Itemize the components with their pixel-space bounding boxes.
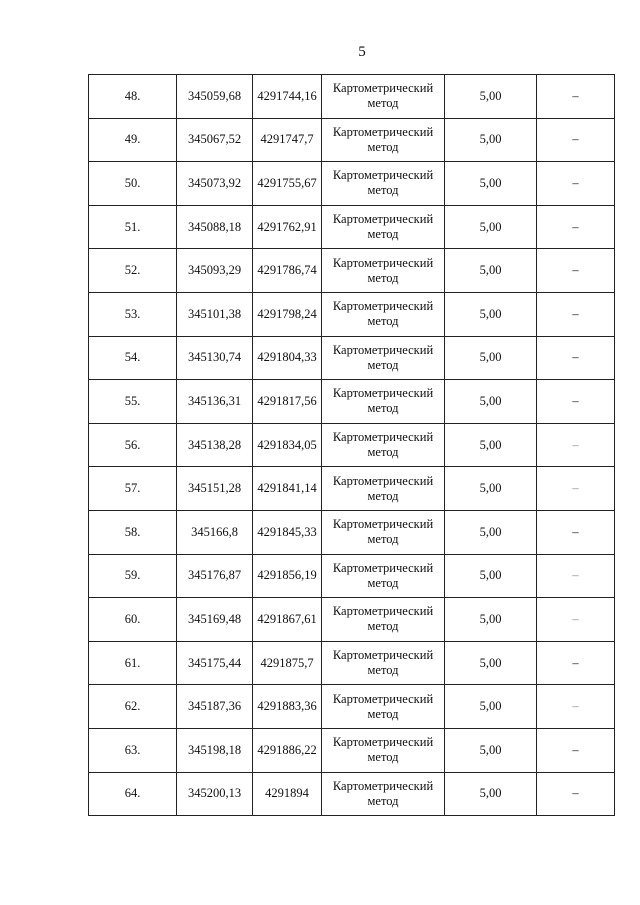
- x-coordinate: 345088,18: [187, 219, 242, 234]
- y-coordinate-cell: [253, 205, 322, 249]
- x-coordinate-cell: [177, 467, 253, 511]
- accuracy-value: 5,00: [479, 306, 502, 321]
- method-line-2: метод: [367, 139, 399, 154]
- point-number: 50.: [124, 175, 141, 190]
- table-row: [89, 423, 615, 467]
- point-number: 48.: [124, 88, 141, 103]
- x-coordinate-cell: [177, 336, 253, 380]
- accuracy-value: 5,00: [479, 437, 502, 452]
- y-coordinate: 4291834,05: [257, 437, 317, 452]
- method-cell: [322, 467, 445, 511]
- y-coordinate: 4291875,7: [260, 655, 314, 670]
- y-coordinate-cell: [253, 772, 322, 816]
- method-line-2: метод: [367, 445, 399, 460]
- x-coordinate: 345130,74: [187, 350, 242, 365]
- y-coordinate: 4291883,36: [257, 699, 317, 714]
- method-line-2: метод: [367, 575, 399, 590]
- table-row: [89, 772, 615, 816]
- accuracy-cell: [445, 510, 537, 554]
- method-line-1: Картометрический: [332, 648, 434, 663]
- description-cell: [537, 336, 615, 380]
- y-coordinate-cell: [253, 685, 322, 729]
- point-number-cell: [89, 641, 177, 685]
- point-number: 49.: [124, 132, 141, 147]
- x-coordinate: 345198,18: [187, 742, 242, 757]
- method-line-2: метод: [367, 663, 399, 678]
- method-line-1: Картометрический: [332, 168, 434, 183]
- table-row: [89, 728, 615, 772]
- method-line-2: метод: [367, 706, 399, 721]
- method-line-1: Картометрический: [332, 212, 434, 227]
- table-row: [89, 598, 615, 642]
- description-cell: [537, 598, 615, 642]
- accuracy-value: 5,00: [479, 393, 502, 408]
- description-dash: –: [572, 611, 579, 626]
- x-coordinate-cell: [177, 75, 253, 119]
- method-line-2: метод: [367, 488, 399, 503]
- table-row: [89, 118, 615, 162]
- x-coordinate: 345136,31: [187, 393, 242, 408]
- method-line-1: Картометрический: [332, 604, 434, 619]
- point-number-cell: [89, 292, 177, 336]
- y-coordinate: 4291817,56: [257, 393, 317, 408]
- description-dash: –: [572, 350, 579, 365]
- description-dash: –: [572, 88, 579, 103]
- point-number-cell: [89, 423, 177, 467]
- y-coordinate-cell: [253, 162, 322, 206]
- description-dash: –: [572, 263, 579, 278]
- method-cell: [322, 380, 445, 424]
- point-number: 59.: [124, 568, 141, 583]
- x-coordinate-cell: [177, 554, 253, 598]
- coordinates-table: [88, 74, 615, 816]
- point-number: 63.: [124, 742, 141, 757]
- description-cell: [537, 292, 615, 336]
- description-dash: –: [572, 437, 579, 452]
- method-line-1: Картометрический: [332, 299, 434, 314]
- description-dash: –: [572, 132, 579, 147]
- y-coordinate: 4291755,67: [257, 175, 317, 190]
- description-cell: [537, 728, 615, 772]
- accuracy-value: 5,00: [479, 699, 502, 714]
- description-dash: –: [572, 306, 579, 321]
- method-line-1: Картометрический: [332, 124, 434, 139]
- x-coordinate-cell: [177, 380, 253, 424]
- table-row: [89, 336, 615, 380]
- accuracy-cell: [445, 641, 537, 685]
- method-cell: [322, 554, 445, 598]
- table-row: [89, 510, 615, 554]
- accuracy-value: 5,00: [479, 568, 502, 583]
- x-coordinate-cell: [177, 423, 253, 467]
- y-coordinate: 4291786,74: [257, 263, 317, 278]
- x-coordinate-cell: [177, 292, 253, 336]
- method-cell: [322, 598, 445, 642]
- accuracy-value: 5,00: [479, 611, 502, 626]
- method-line-1: Картометрический: [332, 560, 434, 575]
- y-coordinate-cell: [253, 336, 322, 380]
- accuracy-cell: [445, 249, 537, 293]
- method-cell: [322, 685, 445, 729]
- accuracy-cell: [445, 772, 537, 816]
- accuracy-cell: [445, 728, 537, 772]
- table-row: [89, 380, 615, 424]
- table-row: [89, 249, 615, 293]
- description-cell: [537, 380, 615, 424]
- point-number-cell: [89, 162, 177, 206]
- point-number-cell: [89, 772, 177, 816]
- y-coordinate-cell: [253, 598, 322, 642]
- method-cell: [322, 336, 445, 380]
- description-dash: –: [572, 568, 579, 583]
- method-line-2: метод: [367, 793, 399, 808]
- x-coordinate: 345166,8: [191, 524, 238, 539]
- table-row: [89, 554, 615, 598]
- accuracy-cell: [445, 205, 537, 249]
- y-coordinate-cell: [253, 510, 322, 554]
- description-cell: [537, 685, 615, 729]
- y-coordinate-cell: [253, 118, 322, 162]
- method-cell: [322, 772, 445, 816]
- y-coordinate: 4291762,91: [257, 219, 317, 234]
- y-coordinate-cell: [253, 380, 322, 424]
- accuracy-cell: [445, 467, 537, 511]
- method-line-2: метод: [367, 96, 399, 111]
- method-cell: [322, 249, 445, 293]
- description-cell: [537, 467, 615, 511]
- description-cell: [537, 772, 615, 816]
- accuracy-cell: [445, 423, 537, 467]
- y-coordinate: 4291894: [265, 786, 309, 801]
- accuracy-value: 5,00: [479, 655, 502, 670]
- method-line-2: метод: [367, 357, 399, 372]
- x-coordinate: 345187,36: [187, 699, 242, 714]
- point-number-cell: [89, 380, 177, 424]
- accuracy-cell: [445, 598, 537, 642]
- point-number: 56.: [124, 437, 141, 452]
- description-cell: [537, 75, 615, 119]
- x-coordinate-cell: [177, 249, 253, 293]
- description-cell: [537, 423, 615, 467]
- table-row: [89, 205, 615, 249]
- y-coordinate: 4291747,7: [260, 132, 314, 147]
- point-number-cell: [89, 118, 177, 162]
- accuracy-value: 5,00: [479, 524, 502, 539]
- accuracy-value: 5,00: [479, 786, 502, 801]
- accuracy-value: 5,00: [479, 132, 502, 147]
- x-coordinate-cell: [177, 118, 253, 162]
- method-cell: [322, 641, 445, 685]
- method-cell: [322, 292, 445, 336]
- point-number-cell: [89, 336, 177, 380]
- description-cell: [537, 118, 615, 162]
- method-line-1: Картометрический: [332, 386, 434, 401]
- point-number: 54.: [124, 350, 141, 365]
- description-dash: –: [572, 786, 579, 801]
- point-number: 57.: [124, 481, 141, 496]
- point-number-cell: [89, 728, 177, 772]
- x-coordinate-cell: [177, 205, 253, 249]
- method-cell: [322, 205, 445, 249]
- point-number: 55.: [124, 393, 141, 408]
- method-line-2: метод: [367, 183, 399, 198]
- method-cell: [322, 118, 445, 162]
- accuracy-value: 5,00: [479, 88, 502, 103]
- point-number: 60.: [124, 611, 141, 626]
- description-cell: [537, 641, 615, 685]
- x-coordinate: 345151,28: [187, 481, 242, 496]
- coordinates-table-body: [89, 75, 615, 816]
- accuracy-value: 5,00: [479, 481, 502, 496]
- x-coordinate-cell: [177, 772, 253, 816]
- accuracy-cell: [445, 292, 537, 336]
- method-line-1: Картометрический: [332, 430, 434, 445]
- x-coordinate-cell: [177, 728, 253, 772]
- point-number-cell: [89, 75, 177, 119]
- accuracy-value: 5,00: [479, 219, 502, 234]
- description-dash: –: [572, 655, 579, 670]
- point-number: 61.: [124, 655, 141, 670]
- y-coordinate: 4291744,16: [257, 88, 317, 103]
- x-coordinate-cell: [177, 598, 253, 642]
- description-cell: [537, 554, 615, 598]
- point-number-cell: [89, 554, 177, 598]
- method-line-2: метод: [367, 227, 399, 242]
- method-cell: [322, 510, 445, 554]
- table-row: [89, 75, 615, 119]
- accuracy-value: 5,00: [479, 350, 502, 365]
- description-cell: [537, 162, 615, 206]
- method-line-1: Картометрический: [332, 735, 434, 750]
- point-number-cell: [89, 205, 177, 249]
- x-coordinate: 345138,28: [187, 437, 242, 452]
- table-row: [89, 162, 615, 206]
- method-cell: [322, 728, 445, 772]
- method-line-2: метод: [367, 401, 399, 416]
- y-coordinate-cell: [253, 641, 322, 685]
- x-coordinate-cell: [177, 641, 253, 685]
- x-coordinate: 345169,48: [187, 611, 242, 626]
- description-dash: –: [572, 524, 579, 539]
- x-coordinate: 345101,38: [187, 306, 242, 321]
- point-number: 58.: [124, 524, 141, 539]
- y-coordinate-cell: [253, 249, 322, 293]
- x-coordinate: 345093,29: [187, 263, 242, 278]
- y-coordinate: 4291841,14: [257, 481, 317, 496]
- description-dash: –: [572, 175, 579, 190]
- description-cell: [537, 249, 615, 293]
- table-row: [89, 641, 615, 685]
- point-number: 51.: [124, 219, 141, 234]
- method-line-1: Картометрический: [332, 81, 434, 96]
- point-number: 53.: [124, 306, 141, 321]
- page-number: 5: [358, 44, 366, 60]
- y-coordinate: 4291867,61: [257, 611, 317, 626]
- y-coordinate-cell: [253, 554, 322, 598]
- x-coordinate: 345067,52: [187, 132, 242, 147]
- method-line-2: метод: [367, 619, 399, 634]
- y-coordinate-cell: [253, 467, 322, 511]
- y-coordinate: 4291856,19: [257, 568, 317, 583]
- y-coordinate: 4291886,22: [257, 742, 317, 757]
- accuracy-cell: [445, 118, 537, 162]
- description-cell: [537, 510, 615, 554]
- table-row: [89, 685, 615, 729]
- x-coordinate-cell: [177, 685, 253, 729]
- point-number: 62.: [124, 699, 141, 714]
- point-number-cell: [89, 685, 177, 729]
- description-dash: –: [572, 699, 579, 714]
- accuracy-value: 5,00: [479, 263, 502, 278]
- description-dash: –: [572, 481, 579, 496]
- method-cell: [322, 423, 445, 467]
- y-coordinate: 4291798,24: [257, 306, 317, 321]
- method-line-2: метод: [367, 314, 399, 329]
- method-line-2: метод: [367, 750, 399, 765]
- method-line-1: Картометрический: [332, 255, 434, 270]
- method-cell: [322, 75, 445, 119]
- point-number-cell: [89, 467, 177, 511]
- point-number-cell: [89, 510, 177, 554]
- x-coordinate-cell: [177, 162, 253, 206]
- description-dash: –: [572, 393, 579, 408]
- accuracy-cell: [445, 75, 537, 119]
- x-coordinate-cell: [177, 510, 253, 554]
- method-line-1: Картометрический: [332, 473, 434, 488]
- y-coordinate: 4291845,33: [257, 524, 317, 539]
- table-row: [89, 467, 615, 511]
- y-coordinate-cell: [253, 75, 322, 119]
- description-cell: [537, 205, 615, 249]
- x-coordinate: 345059,68: [187, 88, 242, 103]
- y-coordinate: 4291804,33: [257, 350, 317, 365]
- accuracy-cell: [445, 162, 537, 206]
- method-line-1: Картометрический: [332, 778, 434, 793]
- description-dash: –: [572, 742, 579, 757]
- x-coordinate: 345175,44: [187, 655, 242, 670]
- y-coordinate-cell: [253, 292, 322, 336]
- method-line-2: метод: [367, 532, 399, 547]
- x-coordinate: 345073,92: [187, 175, 242, 190]
- method-cell: [322, 162, 445, 206]
- method-line-1: Картометрический: [332, 517, 434, 532]
- accuracy-cell: [445, 336, 537, 380]
- y-coordinate-cell: [253, 728, 322, 772]
- accuracy-cell: [445, 380, 537, 424]
- accuracy-cell: [445, 554, 537, 598]
- accuracy-value: 5,00: [479, 742, 502, 757]
- method-line-1: Картометрический: [332, 691, 434, 706]
- point-number-cell: [89, 249, 177, 293]
- y-coordinate-cell: [253, 423, 322, 467]
- x-coordinate: 345200,13: [187, 786, 242, 801]
- point-number: 64.: [124, 786, 141, 801]
- accuracy-cell: [445, 685, 537, 729]
- point-number-cell: [89, 598, 177, 642]
- table-row: [89, 292, 615, 336]
- description-dash: –: [572, 219, 579, 234]
- point-number: 52.: [124, 263, 141, 278]
- x-coordinate: 345176,87: [187, 568, 242, 583]
- method-line-2: метод: [367, 270, 399, 285]
- accuracy-value: 5,00: [479, 175, 502, 190]
- method-line-1: Картометрический: [332, 342, 434, 357]
